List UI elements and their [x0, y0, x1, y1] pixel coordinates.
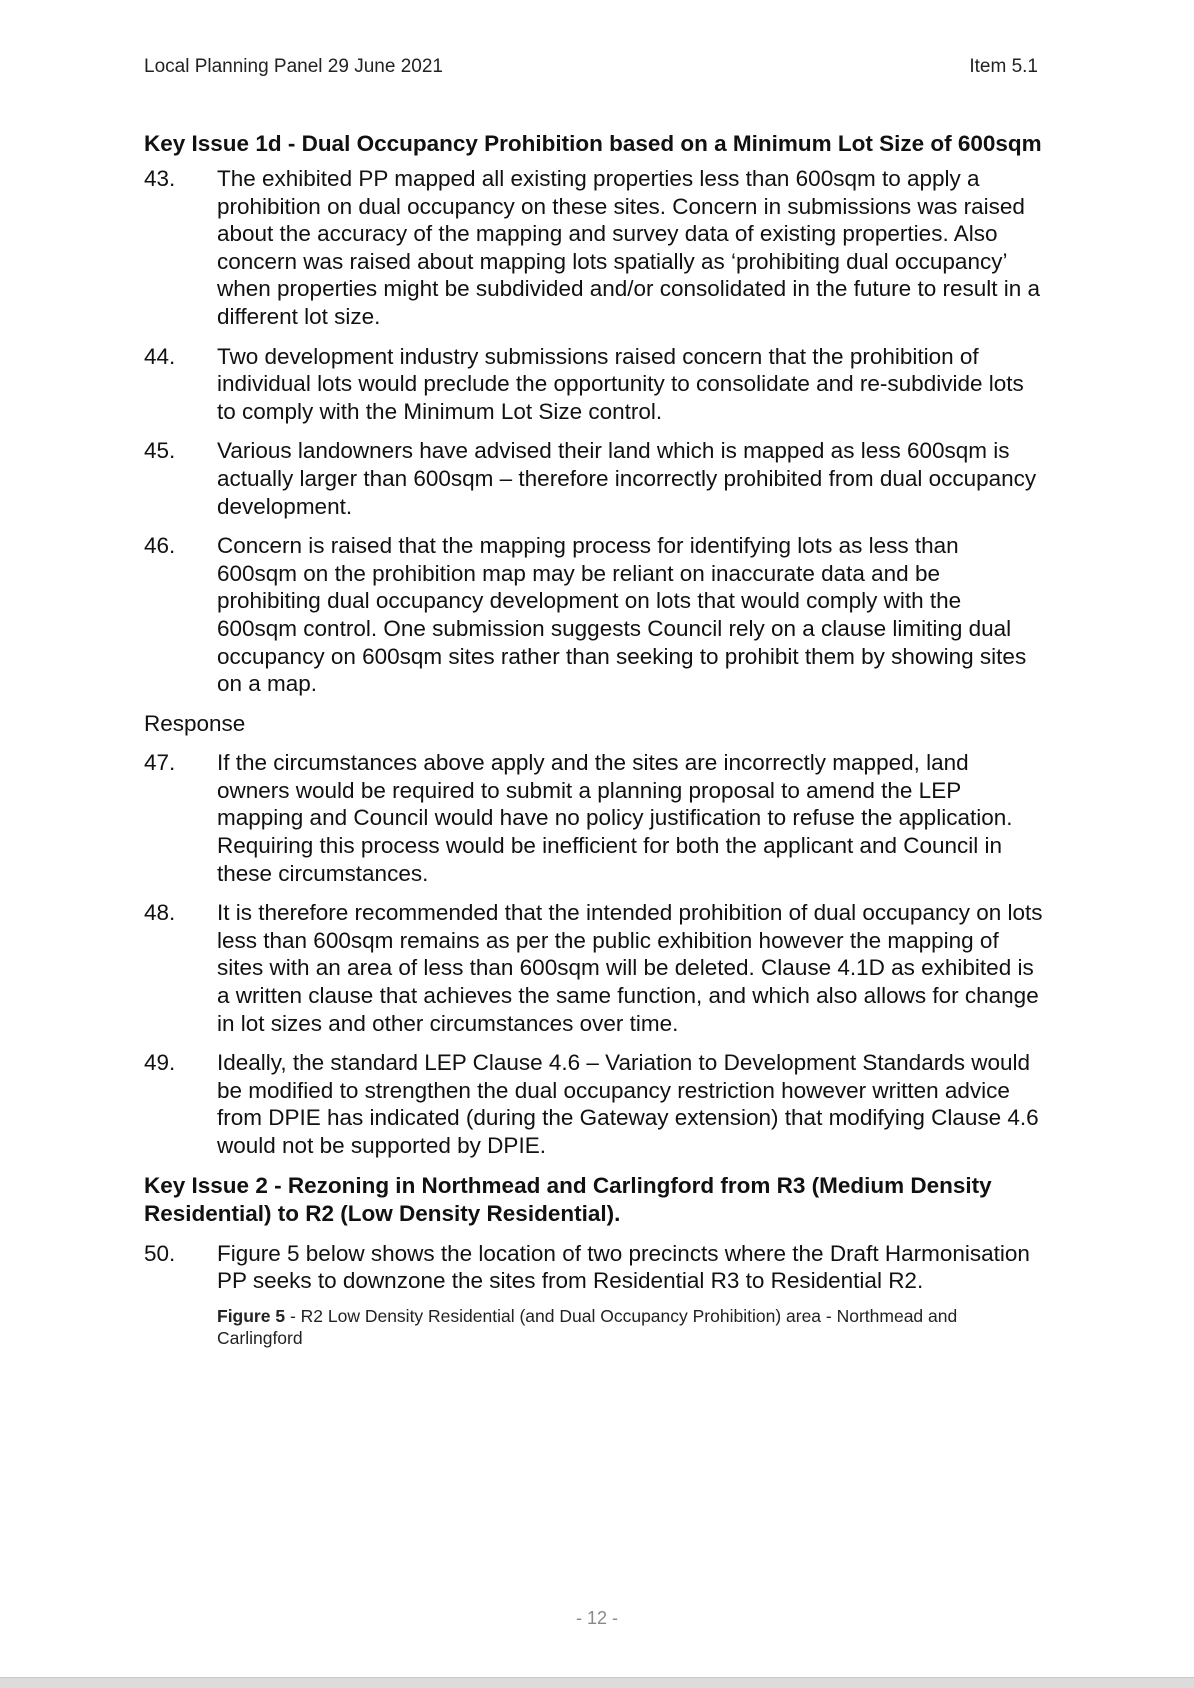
paragraph-number: 48. [144, 900, 176, 926]
figure-caption [217, 1305, 1044, 1349]
paragraph-number: 50. [144, 1240, 176, 1266]
numbered-paragraph [144, 749, 1044, 887]
paragraph-number: 45. [144, 438, 176, 464]
paragraph-text: The exhibited PP mapped all existing properties less than 600sqm to apply a prohibition on dual occupancy on these sites. Concern in submissions was raised about the accuracy of the mapping and survey data of existing properties. Also concern was raised about mapping lots spatially as ‘prohibiting dual occupancy’ when properties might be subdivided and/or consolidated in the future to result in a different lot size. [217, 166, 1041, 329]
paragraph-number: 49. [144, 1050, 176, 1076]
response-label: Response [144, 710, 246, 736]
numbered-paragraph [144, 437, 1044, 520]
page-number: - 12 - [575, 1608, 618, 1628]
figure-caption-text: - R2 Low Density Residential (and Dual Occupancy Prohibition) area - Northmead and Carlingford [217, 1305, 958, 1348]
paragraph-text: Various landowners have advised their land which is mapped as less 600sqm is actually larger than 600sqm – therefore incorrectly prohibited from dual occupancy development. [217, 438, 1037, 519]
header-item-number: Item 5.1 [969, 56, 1038, 77]
numbered-paragraph [144, 532, 1044, 698]
paragraph-number: 44. [144, 343, 176, 369]
numbered-paragraph [144, 1240, 1044, 1295]
section-heading-key-issue-1d: Key Issue 1d - Dual Occupancy Prohibition based on a Minimum Lot Size of 600sqm [144, 131, 1042, 156]
paragraph-text: It is therefore recommended that the intended prohibition of dual occupancy on lots less than 600sqm remains as per the public exhibition however the mapping of sites with an area of less than 600sqm will be deleted. Clause 4.1D as exhibited is a written clause that achieves the same function, and which also allows for change in lot sizes and other circumstances over time. [217, 900, 1043, 1036]
paragraph-number: 43. [144, 166, 176, 191]
numbered-paragraph [144, 899, 1044, 1037]
document-body [144, 130, 1044, 1349]
paragraph-number: 47. [144, 750, 176, 776]
paragraph-text: Ideally, the standard LEP Clause 4.6 – Variation to Development Standards would be modified to strengthen the dual occupancy restriction however written advice from DPIE has indicated (during the Gateway extension) that modifying Clause 4.6 would not be supported by DPIE. [217, 1050, 1039, 1158]
paragraph-text: Figure 5 below shows the location of two precincts where the Draft Harmonisation PP seeks to downzone the sites from Residential R3 to Residential R2. [217, 1240, 1030, 1294]
figure-caption-label: Figure 5 [217, 1305, 286, 1326]
paragraph-text: Two development industry submissions raised concern that the prohibition of individual lots would preclude the opportunity to consolidate and re-subdivide lots to comply with the Minimum Lot Size control. [217, 343, 1024, 424]
paragraph-number: 46. [144, 533, 176, 559]
page-bottom-edge [0, 1677, 1194, 1688]
numbered-paragraph [144, 343, 1044, 426]
section-heading-key-issue-2: Key Issue 2 - Rezoning in Northmead and Carlingford from R3 (Medium Density Residential) to R2 (Low Density Residential). [144, 1172, 992, 1226]
paragraph-text: If the circumstances above apply and the sites are incorrectly mapped, land owners would be required to submit a planning proposal to amend the LEP mapping and Council would have no policy justification to refuse the application. Requiring this process would be inefficient for both the applicant and Council in these circumstances. [217, 750, 1013, 886]
numbered-paragraph [144, 165, 1044, 331]
numbered-paragraph [144, 1049, 1044, 1159]
paragraph-text: Concern is raised that the mapping process for identifying lots as less than 600sqm on the prohibition map may be reliant on inaccurate data and be prohibiting dual occupancy development on lots that would comply with the 600sqm control. One submission suggests Council rely on a clause limiting dual occupancy on 600sqm sites rather than seeking to prohibit them by showing sites on a map. [217, 533, 1027, 697]
header-meeting-title: Local Planning Panel 29 June 2021 [144, 56, 443, 77]
